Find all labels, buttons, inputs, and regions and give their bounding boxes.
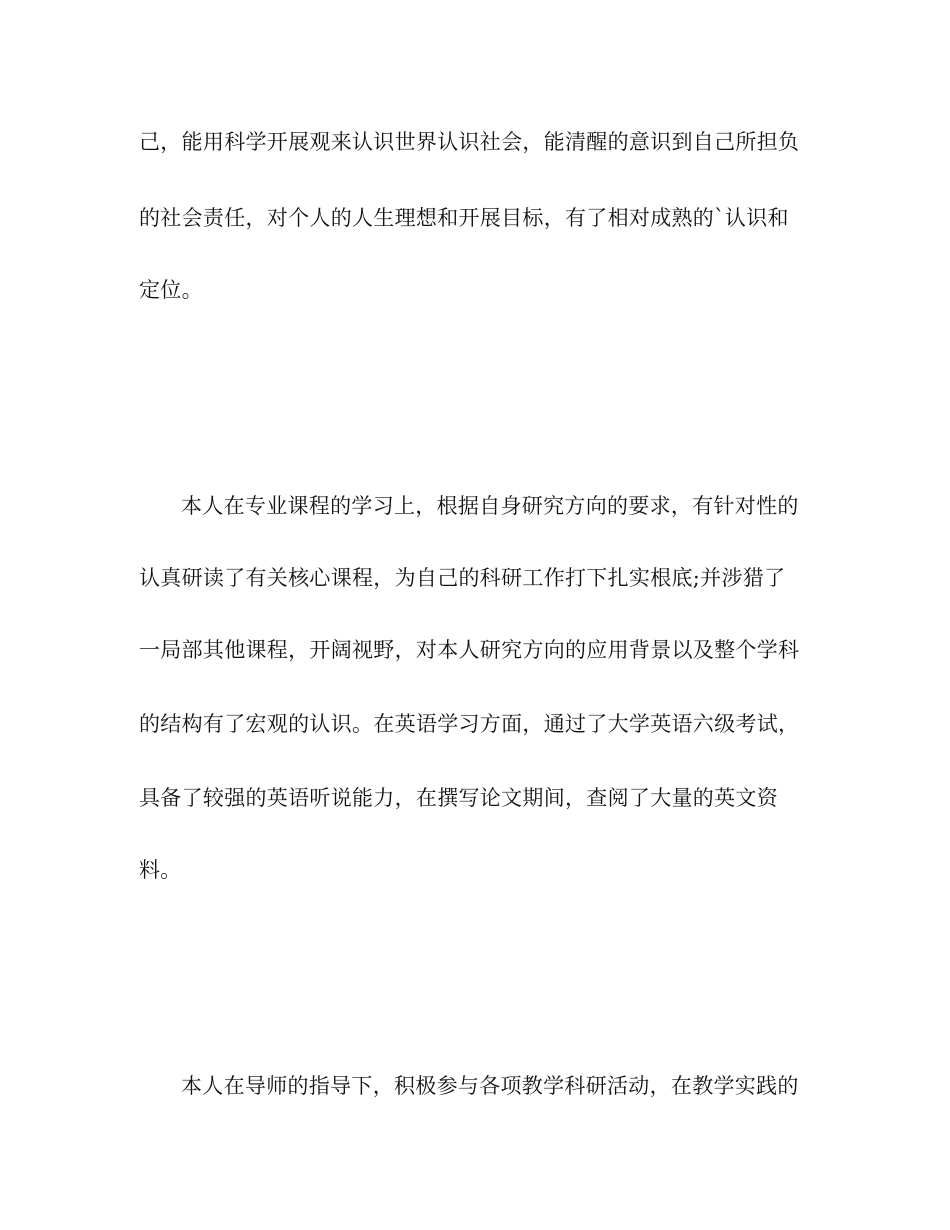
- paragraph-2-line-5: 具备了较强的英语听说能力，在撰写论文期间，查阅了大量的英文资: [139, 786, 778, 810]
- paragraph-2-line-4: 的结构有了宏观的认识。在英语学习方面，通过了大学英语六级考试，: [139, 712, 800, 736]
- paragraph-3-line-1: 本人在导师的指导下，积极参与各项教学科研活动，在教学实践的: [181, 1074, 799, 1098]
- paragraph-1-line-3: 定位。: [139, 278, 203, 302]
- paragraph-2-line-3: 一局部其他课程，开阔视野，对本人研究方向的应用背景以及整个学科: [139, 638, 800, 662]
- paragraph-2-line-1: 本人在专业课程的学习上，根据自身研究方向的要求，有针对性的: [181, 494, 799, 518]
- paragraph-1-line-1: 己，能用科学开展观来认识世界认识社会，能清醒的意识到自己所担负: [139, 130, 800, 154]
- paragraph-1-line-2: 的社会责任，对个人的人生理想和开展目标，有了相对成熟的`认识和: [139, 206, 789, 230]
- paragraph-2-line-6: 料。: [139, 858, 182, 882]
- paragraph-2-line-2: 认真研读了有关核心课程，为自己的科研工作打下扎实根底;并涉猎了: [139, 566, 786, 590]
